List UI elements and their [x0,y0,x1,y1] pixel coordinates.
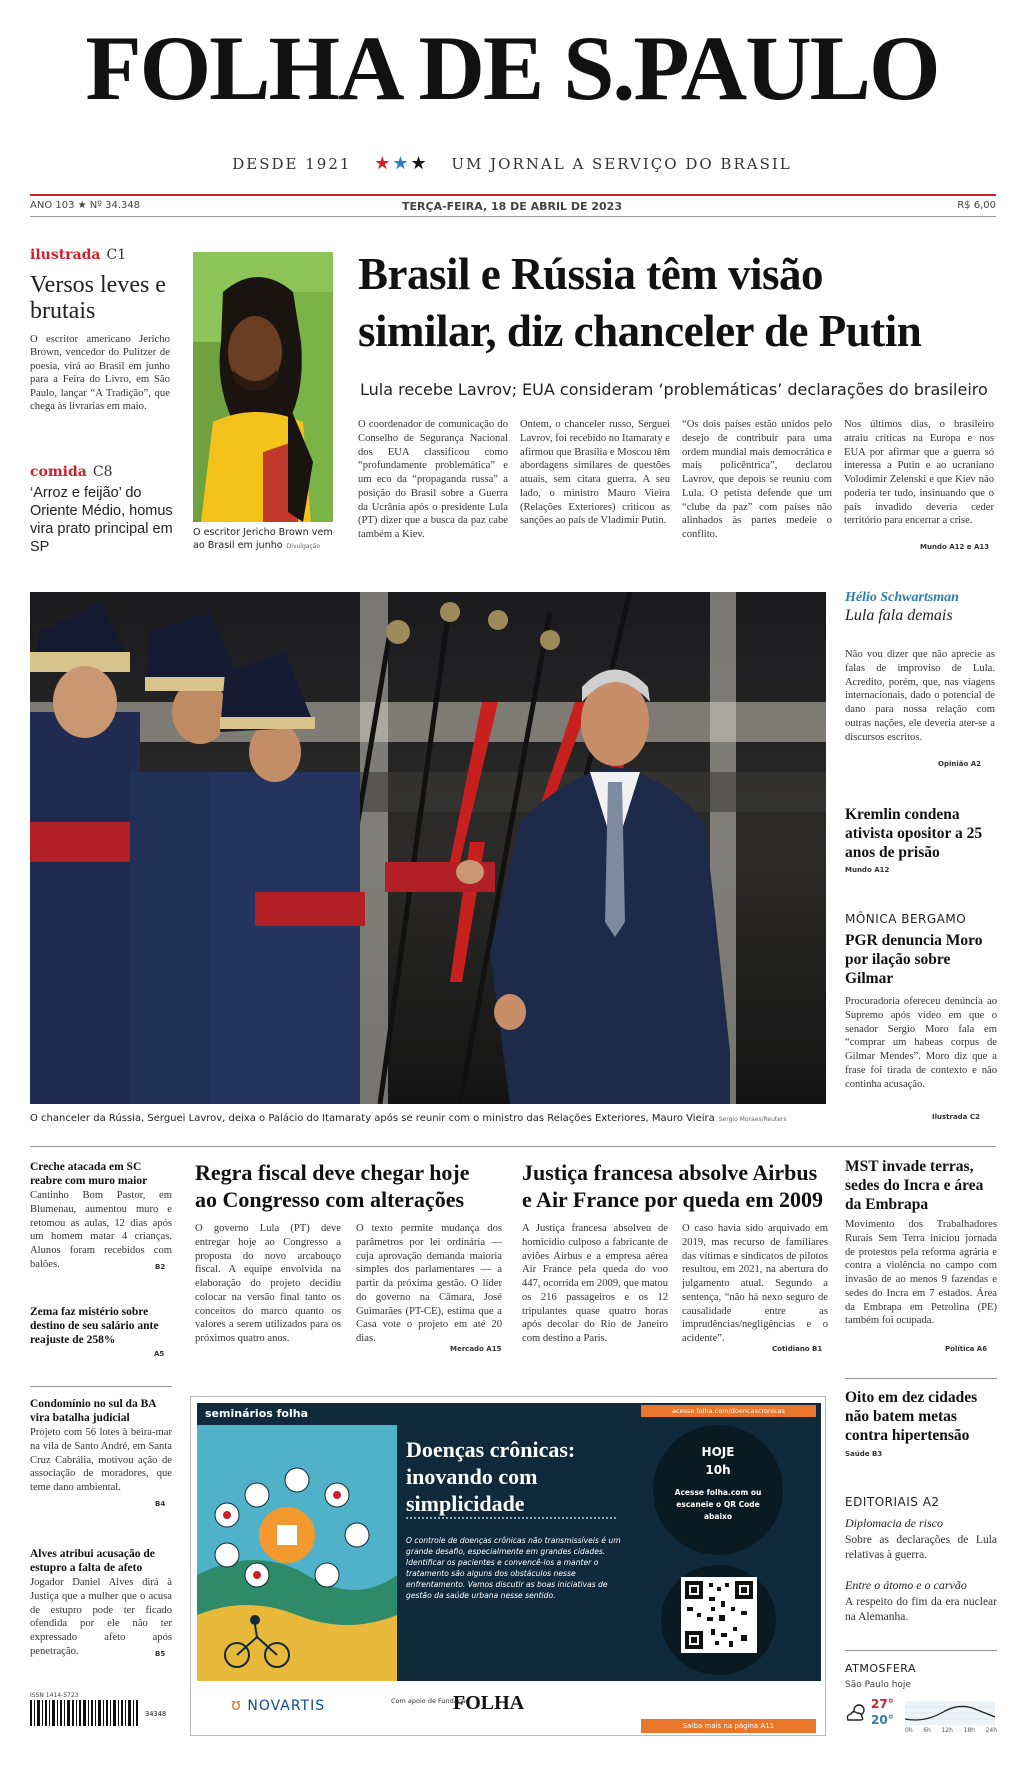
barcode-number: 34348 [145,1710,167,1718]
motto-label: UM JORNAL A SERVIÇO DO BRASIL [451,155,792,173]
lead-headline[interactable]: Brasil e Rússia têm visão similar, diz chanceler de Putin [358,249,922,356]
weather-widget [845,1697,1000,1739]
creche-body: Cantinho Bom Pastor, em Blumenau, aumentou muro e retomou as aulas, 12 dias após um homem matar 4 crianças. Alunos foram recebidos com balões. [30,1190,172,1270]
ad-brand: seminários folha [197,1403,317,1425]
issn-label: ISSN 1414-5723 [30,1692,79,1699]
regra-column-1: O governo Lula (PT) deve entregar hoje ao Congresso a proposta do novo arcabouço fiscal. A equipe envolvida na elaboração do projeto decidiu colocar na versão final tanto os conceitos do marco quanto os valores a serem utilizados para os próximos quatro anos. [195,1223,341,1345]
lead-subhead: Lula recebe Lavrov; EUA consideram ‘problemáticas’ declarações do brasileiro [360,380,988,399]
lead-column-4: Nos últimos dias, o brasileiro atraiu críticas na Europa e nos EUA por afirmar que a guerra só interessa a Putin e ao ucraniano Volodimir Zelenski e que Kiev não poderia ter tudo, insinuando que o país invadido deveria ceder território para encerrar a crise. [844,419,994,527]
ad-illustration [197,1425,397,1681]
ad-body: O controle de doenças crônicas não transmissíveis é um grande desafio, especialmente em grandes cidades. Identificar os pacientes e convencê-los a manter o tratamento são alguns dos obstáculos nesse enfrentamento. Vamos discutir as boas iniciativas de gestão da saúde urbana nesse sentido. [406,1536,621,1600]
oito-headline[interactable]: Oito em dez cidades não batem metas contra hipertensão [845,1389,978,1444]
ad-realization: FOLHA [453,1692,525,1714]
bergamo-headline[interactable]: PGR denuncia Moro por ilação sobre Gilmar [845,932,983,987]
column-title[interactable]: Lula fala demais [845,607,953,624]
oito-ref[interactable]: Saúde B3 [845,1450,883,1458]
mst-headline[interactable]: MST invade terras, sedes do Incra e área da Embrapa [845,1158,984,1213]
condominio-headline[interactable]: Condomínio no sul da BA vira batalha judicial [30,1398,156,1425]
bergamo-ref[interactable]: Ilustrada C2 [932,1113,980,1121]
creche-ref[interactable]: B2 [155,1263,166,1271]
editorial-1-title[interactable]: Diplomacia de risco [845,1516,943,1530]
zema-headline[interactable]: Zema faz mistério sobre destino de seu salário ante reajuste de 258% [30,1306,159,1347]
lead-column-3: “Os dois países estão unidos pelo desejo de contribuir para uma ordem mundial mais democrática e mais policêntrica”, declarou Lavrov, que depois se reuniu com Lula. O petista defende que um “clube da paz” com países não alinhados às partes medeie o conflito. [682,419,832,541]
alves-body: Jogador Daniel Alves dirá à Justiça que a mulher que o acusa de estupro pode ter ficado ofendida por ele não ter expressado afeto após penetração. [30,1577,172,1657]
stars-icon: ★★★ [374,153,429,174]
qr-code-icon[interactable] [681,1577,757,1653]
edition-number: ANO 103 ★ Nº 34.348 [30,200,141,211]
weather-times: 0h 6h 12h 18h 24h [905,1727,997,1734]
condominio-body: Projeto com 56 lotes à beira-mar na vila de Santo André, em Santa Cruz Cabrália, motivou ação de associação de moradores, que teme dano ambiental. [30,1427,172,1494]
airbus-column-1: A Justiça francesa absolveu de homicídio culposo a fabricante de aviões Airbus e a empresa aérea Air France pela queda do voo 447, ocorrida em 2009, que matou os 216 passageiros e os 12 tripulantes quase quatro horas após decolar do Rio de Janeiro com destino a Paris. [522,1223,668,1345]
masthead-title: FOLHA DE S.PAULO [85,17,939,119]
section-comida[interactable]: comida C8 [30,464,113,480]
editorial-1-body: Sobre as declarações de Lula relativas à guerra. [845,1534,997,1561]
lead-ref[interactable]: Mundo A12 e A13 [920,543,990,551]
mst-ref[interactable]: Política A6 [945,1345,988,1353]
section-ilustrada[interactable]: ilustrada C1 [30,247,127,263]
column-ref[interactable]: Opinião A2 [938,760,982,768]
alves-headline[interactable]: Alves atribui acusação de estupro a falta de afeto [30,1548,155,1575]
ad-support: Com apoio de Fundação [391,1697,470,1705]
ad-date-circle [653,1425,783,1555]
condominio-ref[interactable]: B4 [155,1500,166,1508]
mst-body: Movimento dos Trabalhadores Rurais Sem Terra iniciou jornada de protestos pela reforma agrária e contra a violência no campo com invasão de ao menos 9 fazendas e sedes do Incra em 7 estados. Área da Embrapa em Petrolina (PE) também foi ocupada. [845,1219,997,1327]
ad-sponsor: ʊ NOVARTIS [231,1695,326,1714]
edition-price: R$ 6,00 [957,200,996,211]
weather-city: São Paulo hoje [845,1680,911,1690]
ad-title: Doenças crônicas: inovando com simplicidade [406,1437,576,1516]
cloud-sun-icon [845,1703,867,1723]
lead-column-1: O coordenador de comunicação do Conselho de Segurança Nacional dos EUA classificou como “profundamente problemática” e um eco da “propaganda russa” a posição do Brasil sobre a Guerra da Ucrânia após o presidente Lula (PT) dizer que a busca da paz cabe também a Kiev. [358,419,508,541]
ilustrada-body: O escritor americano Jericho Brown, vencedor do Pulitzer de poesia, virá ao Brasil em junho para a Feira do Livro, em São Paulo, lançar “A Tradição”, que chega às livrarias em maio. [30,333,170,413]
bergamo-body: Procuradoria ofereceu denúncia ao Supremo após vídeo em que o senador Sergio Moro fala em “comprar um habeas corpus de Gilmar Mendes”. Moro diz que a frase foi tirada de contexto e não continha acusação. [845,996,997,1090]
kremlin-ref[interactable]: Mundo A12 [845,866,890,874]
edition-date: TERÇA-FEIRA, 18 DE ABRIL DE 2023 [402,200,622,213]
ad-seminarios[interactable] [190,1396,826,1736]
since-label: DESDE 1921 [232,155,352,173]
column-author[interactable]: Hélio Schwartsman [845,590,959,605]
weather-chart [905,1701,995,1725]
portrait-caption: O escritor Jericho Brown vem ao Brasil em junho Divulgação [193,527,333,551]
regra-column-2: O texto permite mudança dos parâmetros por lei ordinária — cuja aprovação demanda maioria simples dos parlamentares — a partir da próxima gestão. O líder do governo na Câmara, José Guimarães (PT-CE), estima que a Casa vote o projeto em até 20 dias. [356,1223,502,1345]
ad-today: HOJE [701,1445,735,1459]
right-lower-rule [845,1378,997,1379]
dateline-rule [30,216,996,217]
sponsor-logo-icon: ʊ [231,1695,242,1714]
zema-ref[interactable]: A5 [154,1350,165,1358]
ad-url-note[interactable]: acesse folha.com/doencascronicas [641,1405,816,1417]
weather-max: 27° [871,1697,894,1711]
airbus-headline[interactable]: Justiça francesa absolve Airbus e Air France por queda em 2009 [522,1160,824,1212]
weather-label: ATMOSFERA [845,1662,917,1675]
section-rule [30,1146,996,1147]
lead-column-2: Ontem, o chanceler russo, Serguei Lavrov, foi recebido no Itamaraty e afirmou que Brasília e Moscou têm abordagens similares de questões atuais, sem citara guerra. A seu lado, o ministro Mauro Vieira (Relações Exteriores) criticou as sanções ao país de Vladimir Putin. [520,419,670,527]
main-photo [30,592,826,1104]
ad-more[interactable]: Saiba mais na página A11 [641,1719,816,1733]
kremlin-headline[interactable]: Kremlin condena ativista opositor a 25 anos de prisão [845,806,983,861]
portrait-photo [193,252,333,522]
left-lower-rule [30,1386,172,1387]
masthead-rule [30,194,996,196]
ad-hour: 10h [705,1463,731,1477]
alves-ref[interactable]: B5 [155,1650,166,1658]
ad-cta: Acesse folha.com ou escaneie o QR Code abaixo [674,1488,762,1521]
weather-rule [845,1650,997,1651]
regra-headline[interactable]: Regra fiscal deve chegar hoje ao Congresso com alterações [195,1160,470,1212]
column-body: Não vou dizer que não aprecie as falas de improviso de Lula. Acredito, porém, que, nas viagens internacionais, dado o potencial de dano para nossa relação com outras nações, ele deveria ater-se a discursos escritos. [845,649,995,743]
bergamo-label: MÔNICA BERGAMO [845,912,967,926]
airbus-column-2: O caso havia sido arquivado em 2019, mas recurso de familiares das vítimas e sindicatos de pilotos resultou, em 2021, na abertura do julgamento atual. Segundo a sentença, “não há nexo seguro de causalidade entre as imprudências/negligências e o acidente”. [682,1223,828,1345]
ad-divider [406,1517,616,1519]
masthead-tagline [0,153,1024,174]
regra-ref[interactable]: Mercado A15 [450,1345,502,1353]
airbus-ref[interactable]: Cotidiano B1 [772,1345,823,1353]
editorial-2-title[interactable]: Entre o átomo e o carvão [845,1578,967,1592]
editorial-2-body: A respeito do fim da era nuclear na Alemanha. [845,1596,997,1623]
ilustrada-headline[interactable]: Versos leves e brutais [30,272,166,325]
main-photo-caption: O chanceler da Rússia, Serguei Lavrov, deixa o Palácio do Itamaraty após se reunir com o ministro das Relações Exteriores, Mauro Vieira Sergio Moraes/Reuters [30,1113,787,1124]
editoriais-label: EDITORIAIS A2 [845,1495,940,1509]
creche-headline[interactable]: Creche atacada em SC reabre com muro maior [30,1161,148,1188]
barcode [30,1692,170,1734]
comida-headline[interactable]: ‘Arroz e feijão’ do Oriente Médio, homus vira prato principal em SP [30,485,173,556]
weather-min: 20° [871,1713,894,1727]
